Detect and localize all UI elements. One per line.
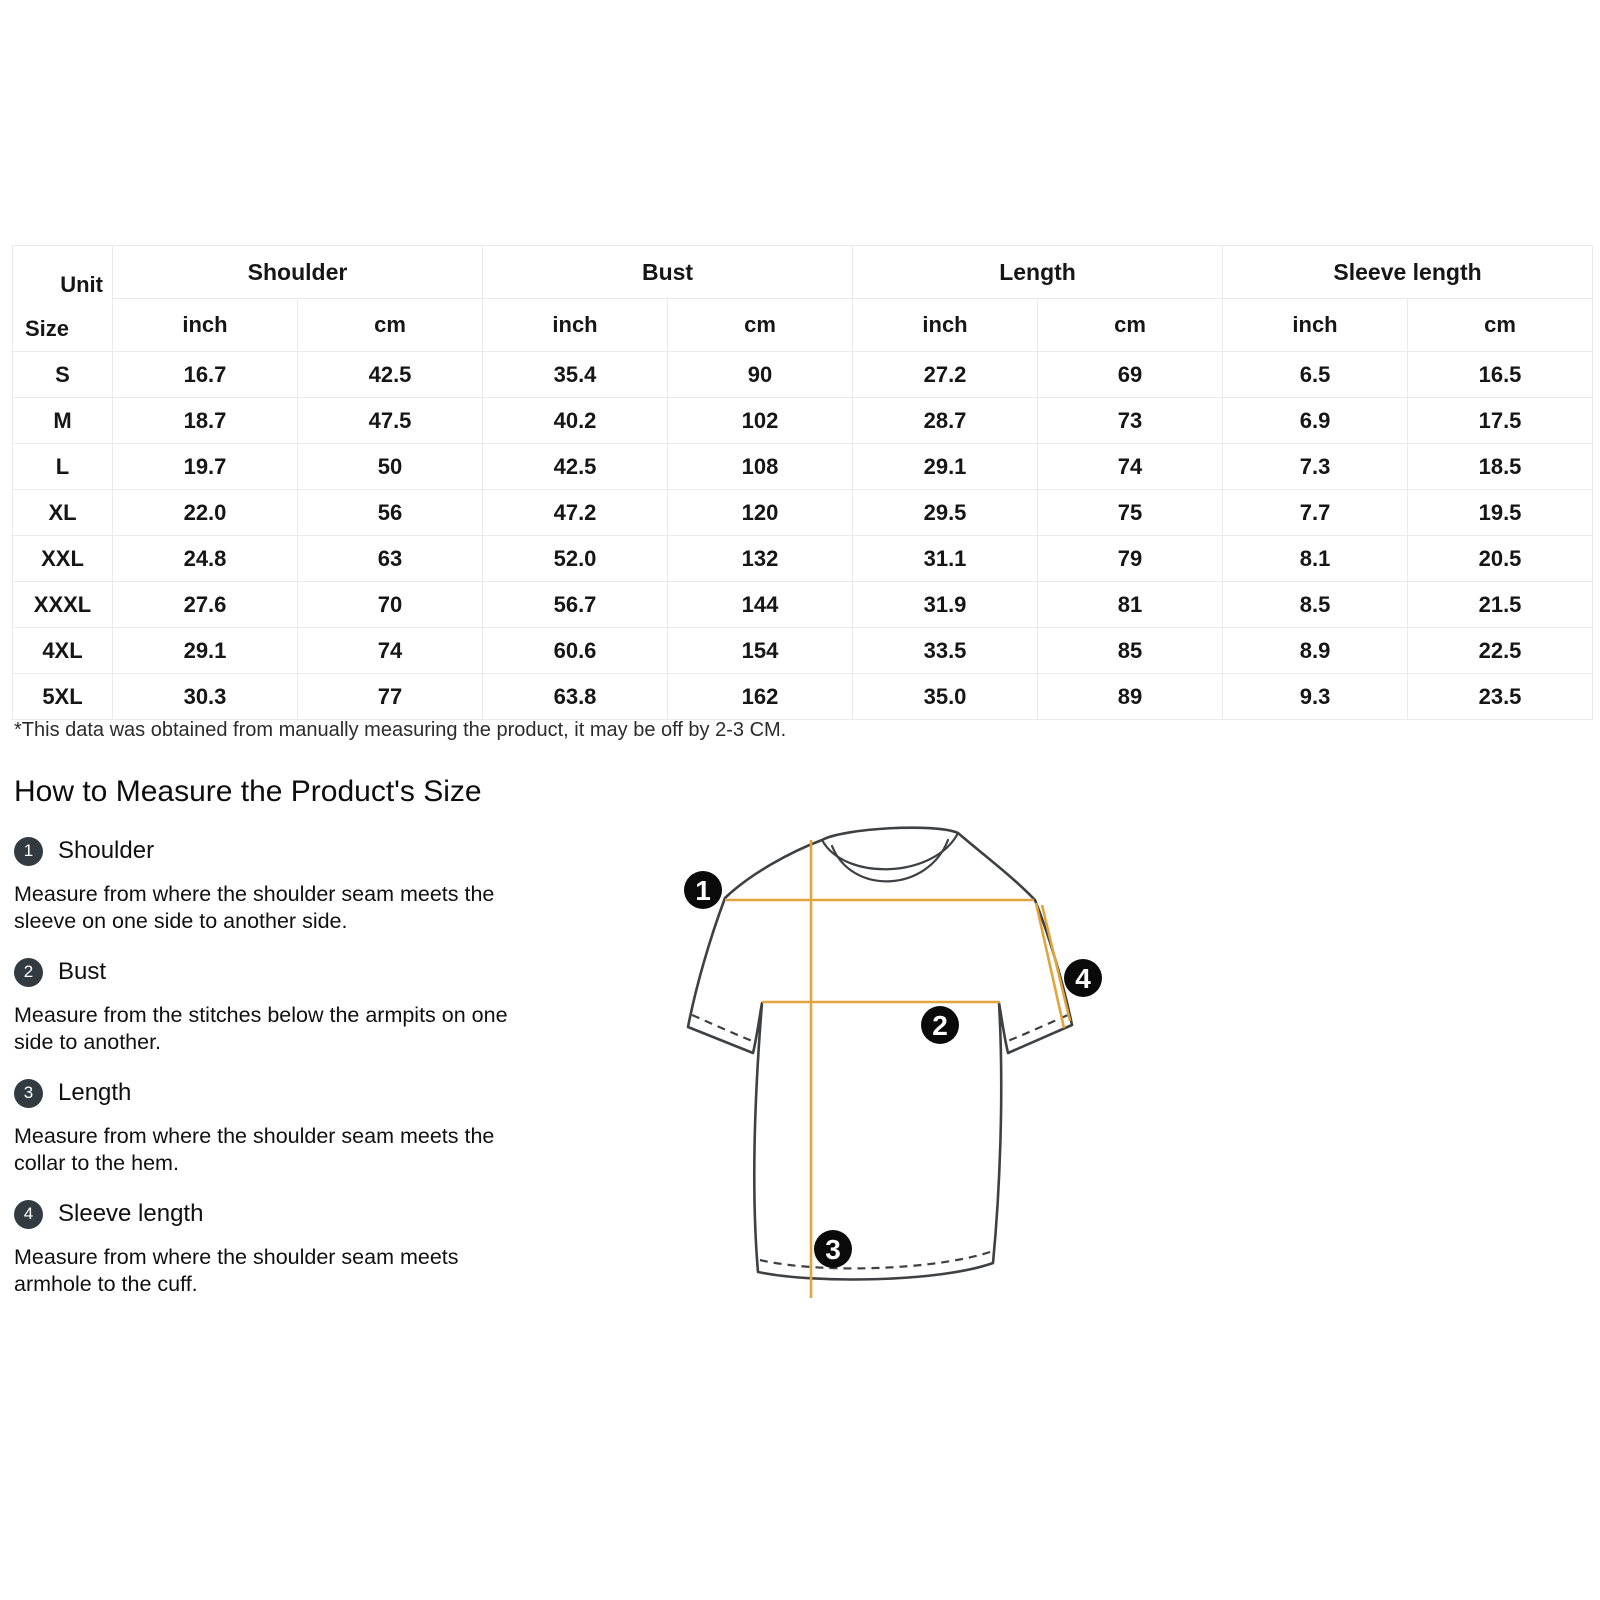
size-label: XL [13,490,113,536]
measurement-value: 7.7 [1223,490,1408,536]
description-line: armhole to the cuff. [14,1272,198,1296]
measurement-value: 8.1 [1223,536,1408,582]
measurement-value: 24.8 [113,536,298,582]
step-2-badge: 2 [14,958,43,987]
measurement-value: 30.3 [113,674,298,720]
section-sleeve-length [14,1199,574,1298]
tshirt-outline [688,828,1072,1280]
diagram-marker-1 [684,871,722,909]
measurement-value: 28.7 [853,398,1038,444]
marker-4-number: 4 [1075,963,1091,994]
section-description [14,881,574,935]
measurement-value: 6.9 [1223,398,1408,444]
measurement-value: 102 [668,398,853,444]
size-label: L [13,444,113,490]
measurement-value: 47.5 [298,398,483,444]
measurement-value: 74 [1038,444,1223,490]
measurement-value: 27.2 [853,352,1038,398]
measurement-value: 63.8 [483,674,668,720]
measurement-value: 47.2 [483,490,668,536]
measurement-value: 35.4 [483,352,668,398]
measurement-value: 50 [298,444,483,490]
section-title: Sleeve length [58,1200,204,1227]
measurement-value: 63 [298,536,483,582]
measurement-value: 22.5 [1408,628,1593,674]
measurement-value: 22.0 [113,490,298,536]
unit-header: inch [853,299,1038,352]
column-group-length: Length [853,246,1223,299]
unit-header: inch [113,299,298,352]
measurement-value: 154 [668,628,853,674]
measurement-value: 42.5 [483,444,668,490]
measurement-value: 8.5 [1223,582,1408,628]
measurement-value: 56.7 [483,582,668,628]
section-length [14,1078,574,1177]
measurement-value: 56 [298,490,483,536]
unit-header: cm [668,299,853,352]
measurement-value: 120 [668,490,853,536]
table-row [13,674,1593,720]
measurement-value: 108 [668,444,853,490]
measurement-value: 42.5 [298,352,483,398]
diagram-marker-4 [1064,959,1102,997]
size-label: 4XL [13,628,113,674]
marker-2-number: 2 [932,1010,948,1041]
measurement-value: 85 [1038,628,1223,674]
measurement-value: 35.0 [853,674,1038,720]
size-label: 5XL [13,674,113,720]
table-row [13,352,1593,398]
measurement-value: 17.5 [1408,398,1593,444]
measurement-value: 60.6 [483,628,668,674]
section-shoulder [14,836,574,935]
table-row [13,398,1593,444]
measurement-value: 73 [1038,398,1223,444]
diagram-marker-3 [814,1230,852,1268]
description-line: Measure from the stitches below the armpits on one [14,1003,508,1027]
measurement-value: 7.3 [1223,444,1408,490]
measurement-value: 77 [298,674,483,720]
section-head [14,1078,574,1108]
measurement-value: 8.9 [1223,628,1408,674]
size-label: S [13,352,113,398]
measurement-value: 90 [668,352,853,398]
section-bust [14,957,574,1056]
measurement-value: 162 [668,674,853,720]
size-label: XXXL [13,582,113,628]
unit-header: cm [1408,299,1593,352]
measurement-value: 132 [668,536,853,582]
marker-3-number: 3 [825,1234,841,1265]
column-group-shoulder: Shoulder [113,246,483,299]
unit-header-row [13,299,1593,352]
measurement-value: 18.5 [1408,444,1593,490]
measurement-value: 31.1 [853,536,1038,582]
unit-header: inch [1223,299,1408,352]
guide-heading: How to Measure the Product's Size [14,775,482,808]
measurement-value: 29.5 [853,490,1038,536]
size-table-body [13,352,1593,720]
group-header-row [13,246,1593,299]
measurement-value: 29.1 [853,444,1038,490]
marker-1-number: 1 [695,875,711,906]
measurement-value: 29.1 [113,628,298,674]
measurement-value: 16.7 [113,352,298,398]
measurement-value: 6.5 [1223,352,1408,398]
measurement-value: 75 [1038,490,1223,536]
measurement-value: 19.7 [113,444,298,490]
corner-unit-label: Unit [60,272,103,297]
step-1-badge: 1 [14,837,43,866]
unit-header: cm [298,299,483,352]
measurement-value: 33.5 [853,628,1038,674]
measurement-value: 79 [1038,536,1223,582]
size-table-section [12,245,1593,720]
size-label: M [13,398,113,444]
measurement-value: 18.7 [113,398,298,444]
section-description [14,1244,574,1298]
measurement-value: 20.5 [1408,536,1593,582]
section-head [14,836,574,866]
column-group-sleeve-length: Sleeve length [1223,246,1593,299]
measurement-value: 9.3 [1223,674,1408,720]
table-row [13,628,1593,674]
table-footnote: *This data was obtained from manually measuring the product, it may be off by 2-3 CM. [14,719,787,741]
measurement-value: 70 [298,582,483,628]
table-row [13,536,1593,582]
measurement-value: 81 [1038,582,1223,628]
corner-cell [13,246,113,352]
table-row [13,490,1593,536]
description-line: Measure from where the shoulder seam meets the [14,1124,495,1148]
measurement-value: 16.5 [1408,352,1593,398]
description-line: Measure from where the shoulder seam meets [14,1245,459,1269]
measurement-value: 40.2 [483,398,668,444]
section-description [14,1002,574,1056]
section-title: Shoulder [58,837,155,864]
section-head [14,957,574,987]
measure-sections [14,836,574,1320]
diagram-marker-2 [921,1006,959,1044]
unit-header: inch [483,299,668,352]
measurement-value: 31.9 [853,582,1038,628]
section-description [14,1123,574,1177]
measurement-value: 144 [668,582,853,628]
size-label: XXL [13,536,113,582]
section-title: Bust [58,958,107,985]
measurement-value: 74 [298,628,483,674]
corner-size-label: Size [25,316,70,341]
description-line: sleeve on one side to another side. [14,909,348,933]
measurement-value: 89 [1038,674,1223,720]
table-row [13,444,1593,490]
table-row [13,582,1593,628]
measurement-value: 69 [1038,352,1223,398]
measurement-value: 21.5 [1408,582,1593,628]
measurement-value: 19.5 [1408,490,1593,536]
size-table [12,245,1593,720]
measurement-value: 52.0 [483,536,668,582]
description-line: Measure from where the shoulder seam meets the [14,882,495,906]
section-head [14,1199,574,1229]
measurement-value: 23.5 [1408,674,1593,720]
unit-header: cm [1038,299,1223,352]
tshirt-diagram [640,790,1120,1320]
measurement-value: 27.6 [113,582,298,628]
column-group-bust: Bust [483,246,853,299]
step-4-badge: 4 [14,1200,43,1229]
step-3-badge: 3 [14,1079,43,1108]
description-line: side to another. [14,1030,162,1054]
description-line: collar to the hem. [14,1151,179,1175]
section-title: Length [58,1079,132,1106]
